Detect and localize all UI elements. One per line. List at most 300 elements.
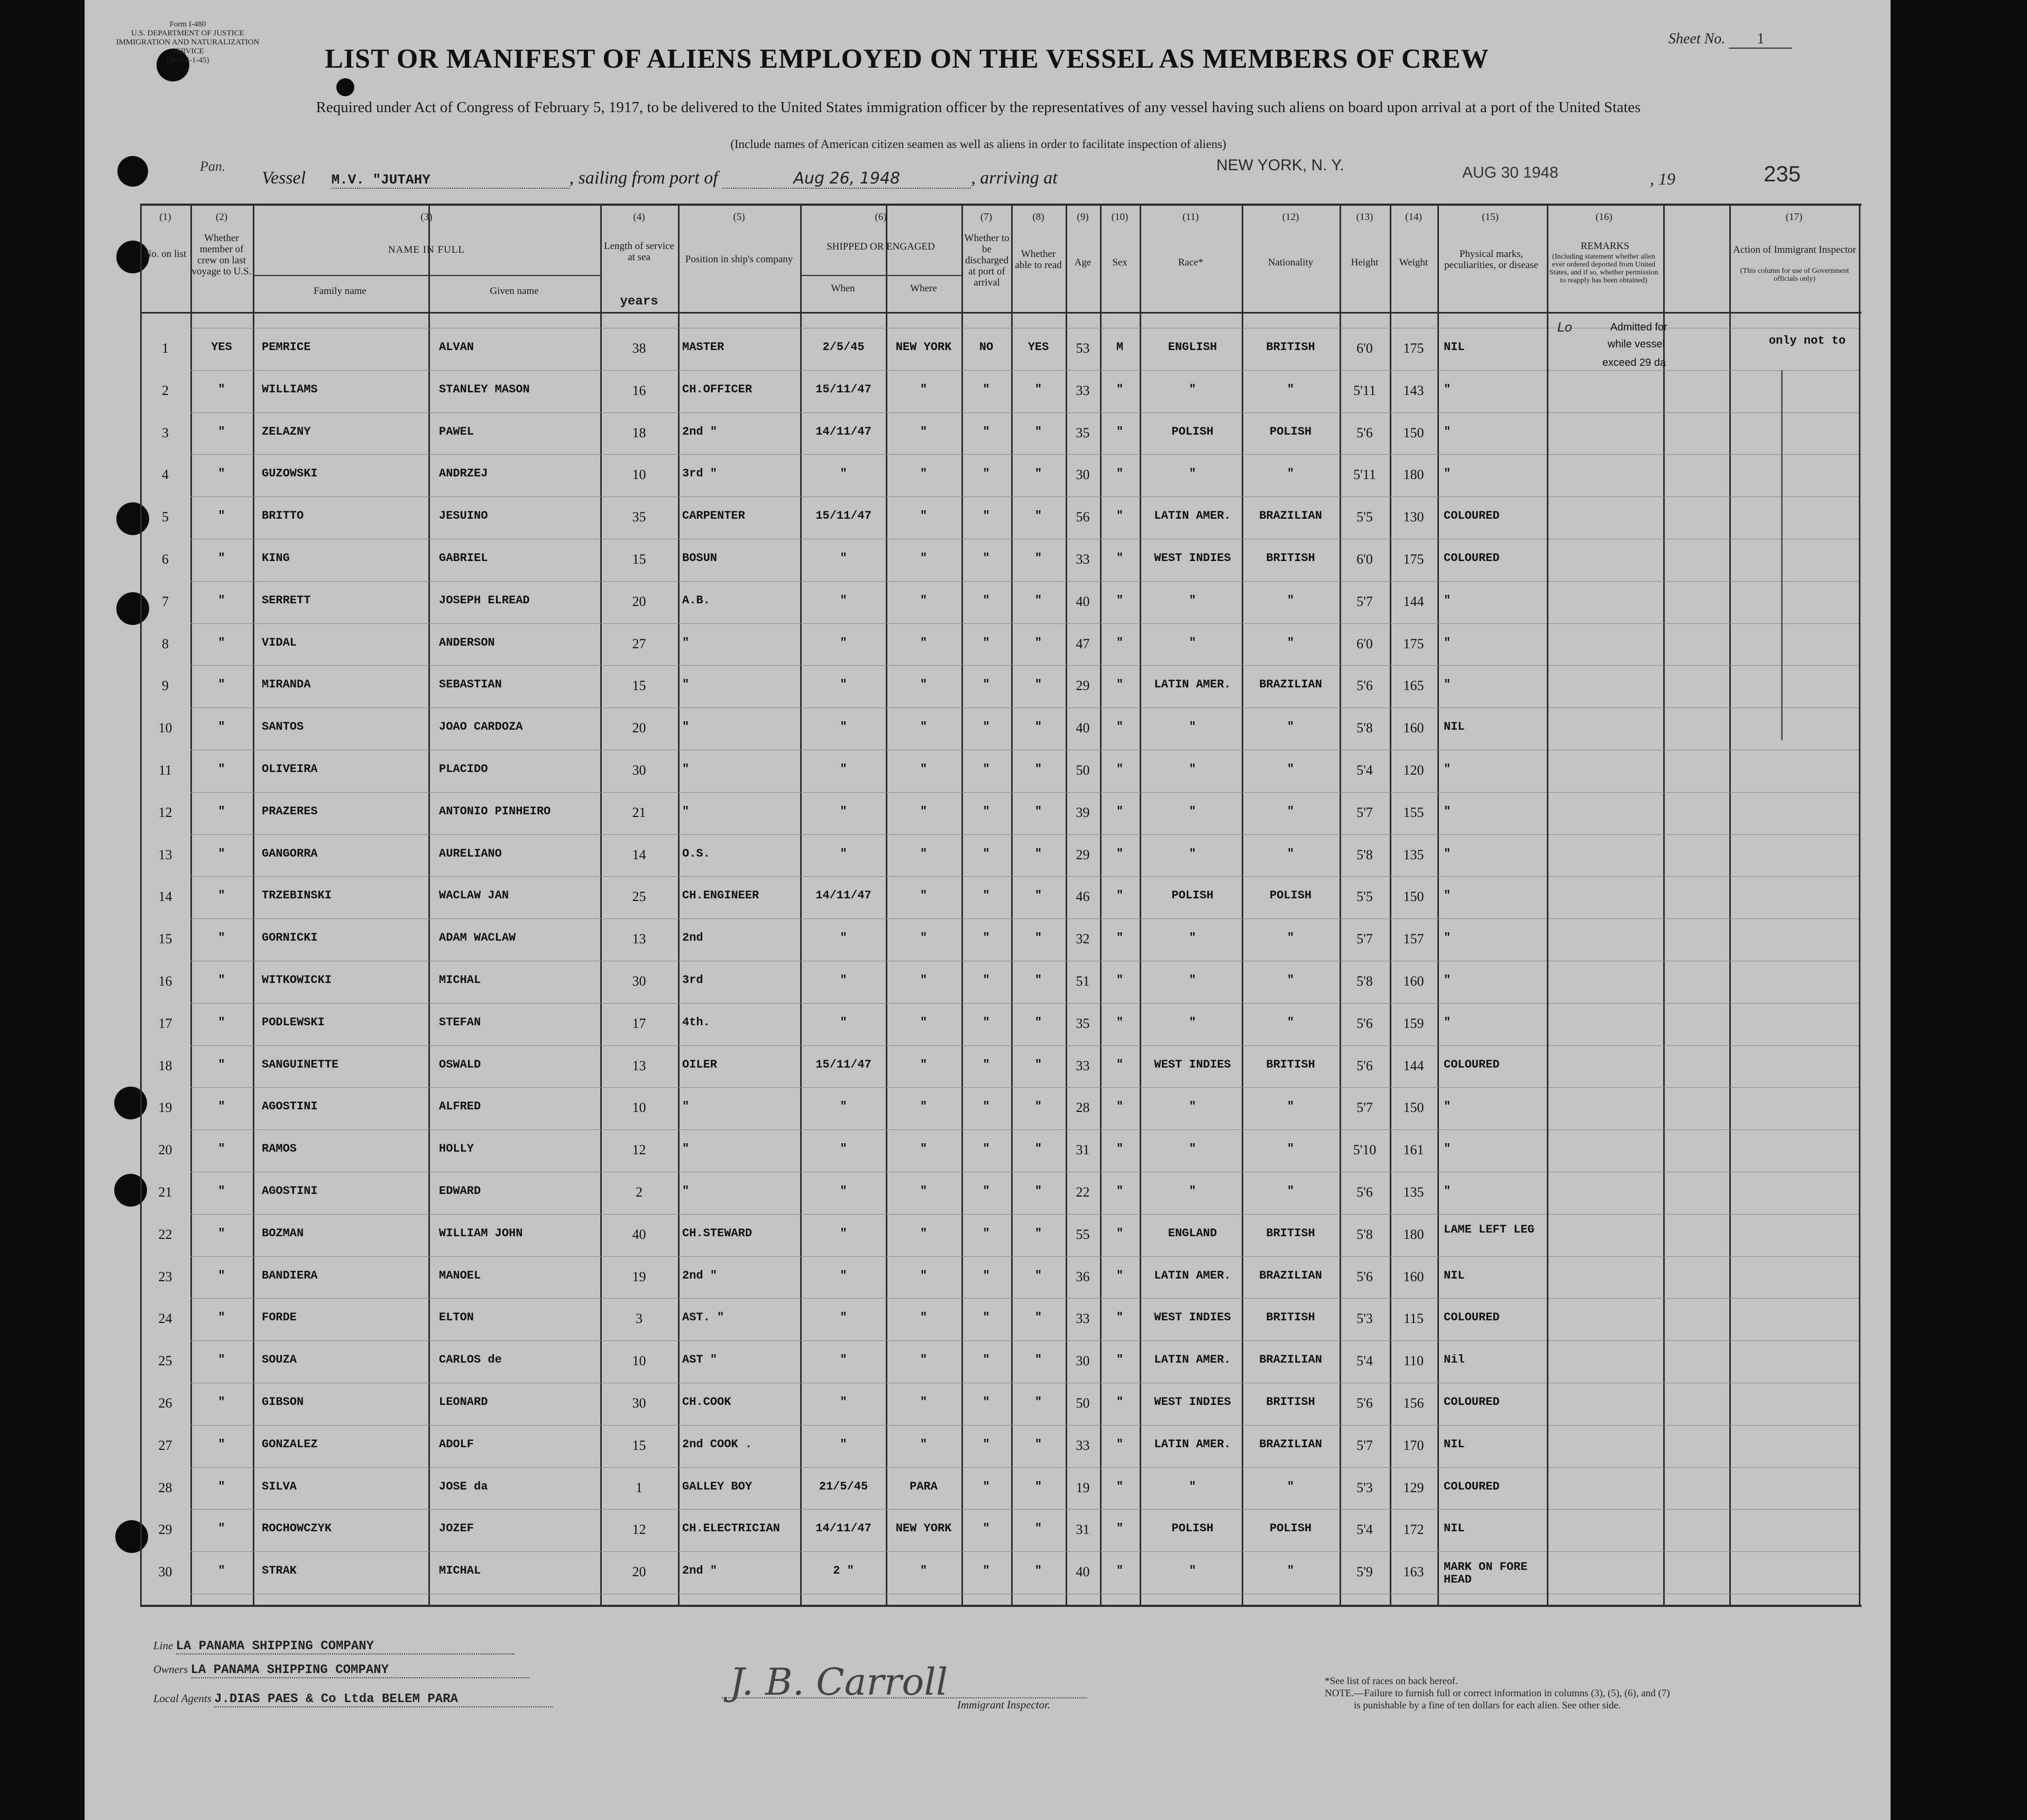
race-cell: " [1189,973,1196,987]
age-cell: 29 [1076,847,1090,862]
row-rule [190,412,1859,413]
shipped-when-cell: 15/11/47 [815,382,872,396]
prev-voyage-cell: " [218,1437,225,1451]
nationality-cell: BRITISH [1266,551,1315,565]
position-cell: " [682,720,690,734]
shipped-where-cell: " [920,1395,928,1409]
weight-cell: 156 [1403,1395,1424,1411]
sex-cell: " [1116,1184,1124,1198]
age-cell: 29 [1076,678,1090,694]
sex-cell: " [1116,1437,1124,1451]
vessel-note: Pan. [200,159,226,174]
col-discharge-header: Whether to be discharged at port of arrival [964,233,1010,288]
physical-marks-cell: COLOURED [1444,1479,1500,1493]
able-to-read-cell: " [1034,636,1042,649]
position-cell: " [682,1142,690,1156]
service-years-cell: 25 [632,889,646,905]
sex-cell: " [1116,1311,1124,1325]
row-number: 27 [158,1437,172,1453]
row-number: 21 [158,1184,172,1200]
age-cell: 22 [1076,1184,1090,1200]
age-cell: 56 [1076,509,1090,525]
row-number: 24 [158,1311,172,1327]
weight-cell: 120 [1403,762,1424,778]
family-name-cell: SOUZA [262,1353,297,1367]
race-cell: LATIN AMER. [1154,509,1231,523]
shipped-when-cell: " [840,1311,847,1325]
age-cell: 32 [1076,931,1090,947]
weight-cell: 144 [1403,593,1424,609]
column-rule [1437,204,1439,1605]
weight-cell: 135 [1403,847,1424,862]
service-years-cell: 16 [632,382,646,398]
able-to-read-cell: " [1034,382,1042,396]
race-cell: " [1189,931,1196,945]
column-number: (12) [1282,212,1299,223]
discharge-cell: " [983,720,990,734]
service-years-cell: 12 [632,1522,646,1538]
age-cell: 50 [1076,1395,1090,1411]
physical-marks-cell: NIL [1444,720,1465,734]
height-cell: 6'0 [1356,636,1373,651]
subtitle: Required under Act of Congress of February 5, 1917, to be delivered to the United States immigration officer by the representatives of any vessel having such aliens on board upon arrival at a port of the United States [316,99,1641,116]
service-years-cell: 10 [632,1100,646,1116]
row-number: 29 [158,1522,172,1538]
prev-voyage-cell: " [218,1015,225,1029]
position-cell: " [682,804,690,818]
row-number: 8 [162,636,169,651]
prev-voyage-cell: " [218,1269,225,1282]
race-cell: " [1189,1564,1196,1578]
col-service-header: Length of service at sea [604,241,674,263]
discharge-cell: " [983,1015,990,1029]
row-rule [190,1129,1859,1130]
race-cell: " [1189,1015,1196,1029]
sex-cell: " [1116,1395,1124,1409]
weight-cell: 161 [1403,1142,1424,1158]
race-cell: " [1189,1479,1196,1493]
column-rule [428,204,430,1605]
sex-cell: " [1116,931,1124,945]
able-to-read-cell: " [1034,1142,1042,1156]
given-name-cell: HOLLY [439,1142,474,1156]
position-cell: CH.OFFICER [682,382,753,396]
weight-cell: 160 [1403,1269,1424,1284]
nationality-cell: " [1287,467,1295,481]
service-years-cell: 18 [632,425,646,440]
weight-cell: 180 [1403,467,1424,483]
prev-voyage-cell: " [218,889,225,903]
nationality-cell: " [1287,1184,1295,1198]
position-cell: 2nd " [682,1564,718,1578]
family-name-cell: SILVA [262,1479,297,1493]
shipped-where-cell: " [920,636,928,649]
inspector-signature: J. B. Carroll [730,1660,948,1704]
family-name-cell: BOZMAN [262,1226,304,1240]
able-to-read-cell: " [1034,720,1042,734]
discharge-cell: " [983,1184,990,1198]
subheader-rule [253,275,600,276]
col-weight-header: Weight [1399,257,1428,268]
row-rule [190,1087,1859,1088]
sex-cell: " [1116,1353,1124,1367]
sex-cell: " [1116,425,1124,438]
subheader-rule [800,275,961,276]
discharge-cell: " [983,804,990,818]
position-cell: " [682,678,690,692]
age-cell: 33 [1076,1058,1090,1073]
footer-line: Line LA PANAMA SHIPPING COMPANY [153,1639,515,1654]
position-cell: " [682,762,690,776]
family-name-cell: PEMRICE [262,340,311,354]
shipped-when-cell: " [840,1437,847,1451]
given-name-cell: MICHAL [439,973,481,987]
service-years-cell: 20 [632,593,646,609]
able-to-read-cell: " [1034,509,1042,523]
column-rule [190,204,192,1605]
row-number: 4 [162,467,169,483]
prev-voyage-cell: " [218,509,225,523]
row-number: 23 [158,1269,172,1284]
column-number: (15) [1482,212,1499,223]
discharge-cell: " [983,1564,990,1578]
col-height-header: Height [1351,257,1379,268]
sex-cell: " [1116,1479,1124,1493]
row-number: 11 [158,762,172,778]
position-cell: CARPENTER [682,509,745,523]
shipped-where-cell: " [920,804,928,818]
given-name-cell: ANDERSON [439,636,495,649]
height-cell: 5'5 [1356,509,1373,525]
position-cell: 2nd " [682,425,718,438]
physical-marks-cell: " [1444,804,1451,818]
able-to-read-cell: " [1034,1395,1042,1409]
height-cell: 5'5 [1356,889,1373,905]
prev-voyage-cell: " [218,636,225,649]
given-name-cell: CARLOS de [439,1353,502,1367]
able-to-read-cell: " [1034,593,1042,607]
nationality-cell: BRITISH [1266,1395,1315,1409]
col-read-header: Whether able to read [1015,249,1062,271]
given-name-cell: STANLEY MASON [439,382,530,396]
row-number: 25 [158,1353,172,1369]
row-rule [190,1298,1859,1299]
height-cell: 5'8 [1356,1226,1373,1242]
discharge-cell: " [983,467,990,481]
nationality-cell: BRAZILIAN [1259,1269,1322,1282]
physical-marks-cell: " [1444,1015,1451,1029]
row-number: 10 [158,720,172,736]
remarks-line: exceed 29 da [1602,357,1666,369]
physical-marks-cell: " [1444,762,1451,776]
prev-voyage-cell: " [218,467,225,481]
sex-cell: " [1116,1100,1124,1114]
height-cell: 5'6 [1356,1058,1373,1073]
weight-cell: 129 [1403,1479,1424,1495]
prev-voyage-cell: " [218,425,225,438]
family-name-cell: WITKOWICKI [262,973,332,987]
sex-cell: " [1116,678,1124,692]
physical-marks-cell: COLOURED [1444,1058,1500,1071]
race-cell: POLISH [1171,425,1214,438]
age-cell: 35 [1076,425,1090,440]
race-cell: LATIN AMER. [1154,1269,1231,1282]
sex-cell: " [1116,973,1124,987]
discharge-cell: " [983,931,990,945]
punch-hole-icon [336,78,354,96]
nationality-cell: " [1287,720,1295,734]
position-cell: 4th. [682,1015,710,1029]
family-name-cell: GORNICKI [262,931,318,945]
column-rule [1859,204,1860,1605]
sex-cell: " [1116,551,1124,565]
age-cell: 47 [1076,636,1090,651]
year-label: , 19 [1650,169,1675,188]
nationality-cell: " [1287,762,1295,776]
shipped-when-cell: 14/11/47 [815,425,872,438]
height-cell: 5'7 [1356,1100,1373,1116]
family-name-cell: SERRETT [262,593,311,607]
header-bottom-rule [140,312,1861,314]
family-name-cell: AGOSTINI [262,1184,318,1198]
column-number: (7) [980,212,993,223]
given-name-cell: MICHAL [439,1564,481,1578]
age-cell: 40 [1076,720,1090,736]
race-cell: LATIN AMER. [1154,1353,1231,1367]
discharge-cell: " [983,1269,990,1282]
given-name-cell: PLACIDO [439,762,488,776]
family-name-cell: MIRANDA [262,678,311,692]
sex-cell: " [1116,847,1124,860]
age-cell: 31 [1076,1522,1090,1538]
col-shipped-header: SHIPPED OR ENGAGED [827,241,935,252]
given-name-cell: ALVAN [439,340,474,354]
weight-cell: 150 [1403,1100,1424,1116]
discharge-cell: " [983,551,990,565]
family-name-cell: TRZEBINSKI [262,889,332,903]
physical-marks-cell: NIL [1444,1269,1465,1282]
row-rule [190,454,1859,455]
given-name-cell: ELTON [439,1311,474,1325]
prev-voyage-cell: " [218,720,225,734]
nationality-cell: " [1287,804,1295,818]
position-cell: MASTER [682,340,724,354]
position-cell: 3rd " [682,467,718,481]
weight-cell: 135 [1403,1184,1424,1200]
row-rule [190,707,1859,708]
row-number: 13 [158,847,172,862]
column-rule [800,204,802,1605]
given-name-cell: EDWARD [439,1184,481,1198]
able-to-read-cell: " [1034,1522,1042,1536]
able-to-read-cell: " [1034,1353,1042,1367]
shipped-where-cell: " [920,1015,928,1029]
height-cell: 5'6 [1356,1184,1373,1200]
table-top-rule [140,204,1861,206]
prev-voyage-cell: " [218,1184,225,1198]
shipped-where-cell: " [920,1437,928,1451]
able-to-read-cell: " [1034,1269,1042,1282]
column-number: (3) [420,212,433,223]
age-cell: 39 [1076,804,1090,820]
race-cell: " [1189,847,1196,860]
age-cell: 40 [1076,1564,1090,1580]
shipped-when-cell: " [840,847,847,860]
row-number: 5 [162,509,169,525]
position-cell: CH.ENGINEER [682,889,759,903]
weight-cell: 175 [1403,340,1424,356]
weight-cell: 170 [1403,1437,1424,1453]
height-cell: 5'7 [1356,931,1373,947]
physical-marks-cell: NIL [1444,340,1465,354]
row-rule [190,1551,1859,1552]
col-sex-header: Sex [1112,257,1127,268]
sheet-number: Sheet No. 1 [1668,31,1792,49]
sex-cell: " [1116,762,1124,776]
row-number: 1 [162,340,169,356]
subtitle-note: (Include names of American citizen seamen as well as aliens in order to facilitate inspection of aliens) [730,137,1226,151]
race-cell: WEST INDIES [1154,551,1231,565]
service-years-cell: 13 [632,1058,646,1073]
sex-cell: M [1116,340,1124,354]
family-name-cell: OLIVEIRA [262,762,318,776]
position-cell: 2nd " [682,1269,718,1282]
shipped-when-cell: 2/5/45 [822,340,865,354]
prev-voyage-cell: YES [211,340,232,354]
service-years-cell: 40 [632,1226,646,1242]
sex-cell: " [1116,1142,1124,1156]
family-name-cell: GANGORRA [262,847,318,860]
shipped-when-cell: " [840,467,847,481]
discharge-cell: " [983,762,990,776]
row-number: 26 [158,1395,172,1411]
service-years-cell: 30 [632,762,646,778]
nationality-cell: " [1287,1479,1295,1493]
prev-voyage-cell: " [218,804,225,818]
row-number: 7 [162,593,169,609]
service-years-cell: 12 [632,1142,646,1158]
column-number: (4) [633,212,645,223]
able-to-read-cell: " [1034,1184,1042,1198]
position-cell: 3rd [682,973,703,987]
given-name-cell: OSWALD [439,1058,481,1071]
able-to-read-cell: " [1034,1226,1042,1240]
family-name-cell: ZELAZNY [262,425,311,438]
weight-cell: 150 [1403,425,1424,440]
given-name-cell: ADOLF [439,1437,474,1451]
family-name-cell: PRAZERES [262,804,318,818]
col-where-header: Where [910,283,937,294]
row-number: 14 [158,889,172,905]
family-name-cell: SANGUINETTE [262,1058,339,1071]
shipped-when-cell: 15/11/47 [815,509,872,523]
nationality-cell: " [1287,1015,1295,1029]
discharge-cell: " [983,1226,990,1240]
service-years-cell: 35 [632,509,646,525]
row-rule [190,1340,1859,1341]
shipped-when-cell: " [840,1395,847,1409]
shipped-where-cell: " [920,1269,928,1282]
discharge-cell: " [983,425,990,438]
shipped-when-cell: " [840,1142,847,1156]
race-cell: " [1189,382,1196,396]
height-cell: 5'7 [1356,1437,1373,1453]
physical-marks-cell: COLOURED [1444,1395,1500,1409]
discharge-cell: " [983,678,990,692]
given-name-cell: JOAO CARDOZA [439,720,523,734]
height-cell: 5'3 [1356,1311,1373,1327]
able-to-read-cell: " [1034,1311,1042,1325]
shipped-when-cell: " [840,804,847,818]
position-cell: A.B. [682,593,710,607]
nationality-cell: " [1287,1100,1295,1114]
family-name-cell: STRAK [262,1564,297,1578]
sex-cell: " [1116,1015,1124,1029]
row-rule [190,1003,1859,1004]
age-cell: 33 [1076,1437,1090,1453]
col-remarks-subheader: (Including statement whether alien ever ordered deported from United States, and if so, whether permission to reapply has been obtained) [1549,253,1658,284]
age-cell: 40 [1076,593,1090,609]
family-name-cell: GIBSON [262,1395,304,1409]
shipped-when-cell: " [840,1353,847,1367]
discharge-cell: NO [979,340,994,354]
sex-cell: " [1116,467,1124,481]
row-number: 20 [158,1142,172,1158]
arriving-port: NEW YORK, N. Y. [1216,157,1344,174]
able-to-read-cell: " [1034,1058,1042,1071]
family-name-cell: GONZALEZ [262,1437,318,1451]
age-cell: 53 [1076,340,1090,356]
height-cell: 5'7 [1356,804,1373,820]
prev-voyage-cell: " [218,593,225,607]
discharge-cell: " [983,847,990,860]
race-cell: " [1189,636,1196,649]
service-years-cell: 20 [632,720,646,736]
height-cell: 5'8 [1356,720,1373,736]
able-to-read-cell: " [1034,762,1042,776]
nationality-cell: " [1287,593,1295,607]
given-name-cell: JOSE da [439,1479,488,1493]
col-no-header: No. on list [144,249,187,260]
row-number: 15 [158,931,172,947]
col-age-header: Age [1074,257,1092,268]
physical-marks-cell: COLOURED [1444,1311,1500,1325]
discharge-cell: " [983,636,990,649]
row-rule [190,1425,1859,1426]
discharge-cell: " [983,1058,990,1071]
footer-agents: Local Agents J.DIAS PAES & Co Ltda BELEM PARA [153,1692,553,1707]
col-name-header: NAME IN FULL [388,244,465,255]
table-bottom-rule [140,1605,1861,1607]
nationality-cell: BRAZILIAN [1259,678,1322,692]
column-rule [1100,204,1102,1605]
shipped-when-cell: " [840,1226,847,1240]
physical-marks-cell: " [1444,1100,1451,1114]
shipped-where-cell: " [920,847,928,860]
given-name-cell: AURELIANO [439,847,502,860]
prev-voyage-cell: " [218,1522,225,1536]
given-name-cell: PAWEL [439,425,474,438]
shipped-when-cell: 14/11/47 [815,1522,872,1536]
sex-cell: " [1116,1058,1124,1071]
prev-voyage-cell: " [218,847,225,860]
shipped-when-cell: " [840,931,847,945]
service-years-cell: 20 [632,1564,646,1580]
weight-cell: 172 [1403,1522,1424,1538]
prev-voyage-cell: " [218,1479,225,1493]
service-years-cell: 21 [632,804,646,820]
footnote: *See list of races on back hereof. NOTE.—Failure to furnish full or correct information in columns (3), (5), (6), and (7) is punishable by a fine of ten dollars for each alien. See other side. [1325,1676,1670,1711]
